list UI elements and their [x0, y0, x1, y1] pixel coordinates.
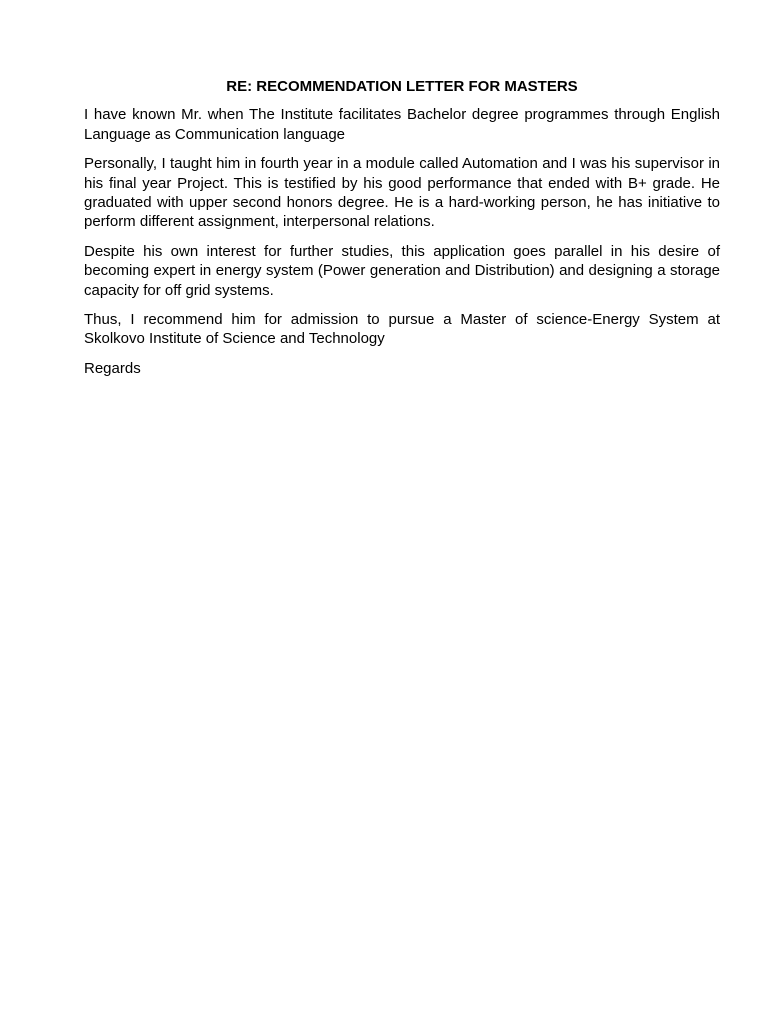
paragraph-recommendation: Thus, I recommend him for admission to pursue a Master of science-Energy System at Skolkovo Institute of Science and Technology: [84, 311, 720, 348]
paragraph-teaching: Personally, I taught him in fourth year in a module called Automation and I was his supervisor in his final year Project. This is testified by his good performance that ended with B+ grade. He graduated with upper second honors degree. He is a hard-working person, he has initiative to perform different assignment, interpersonal relations.: [84, 155, 720, 231]
letter-page: [84, 77, 720, 378]
paragraph-acquaintance: I have known Mr. when The Institute facilitates Bachelor degree programmes through English Language as Communication language: [84, 106, 720, 143]
paragraph-interest: Despite his own interest for further studies, this application goes parallel in his desire of becoming expert in energy system (Power generation and Distribution) and designing a storage capacity for off grid systems.: [84, 242, 720, 299]
letter-title: RE: RECOMMENDATION LETTER FOR MASTERS: [226, 78, 578, 95]
closing-regards: Regards: [84, 359, 141, 377]
